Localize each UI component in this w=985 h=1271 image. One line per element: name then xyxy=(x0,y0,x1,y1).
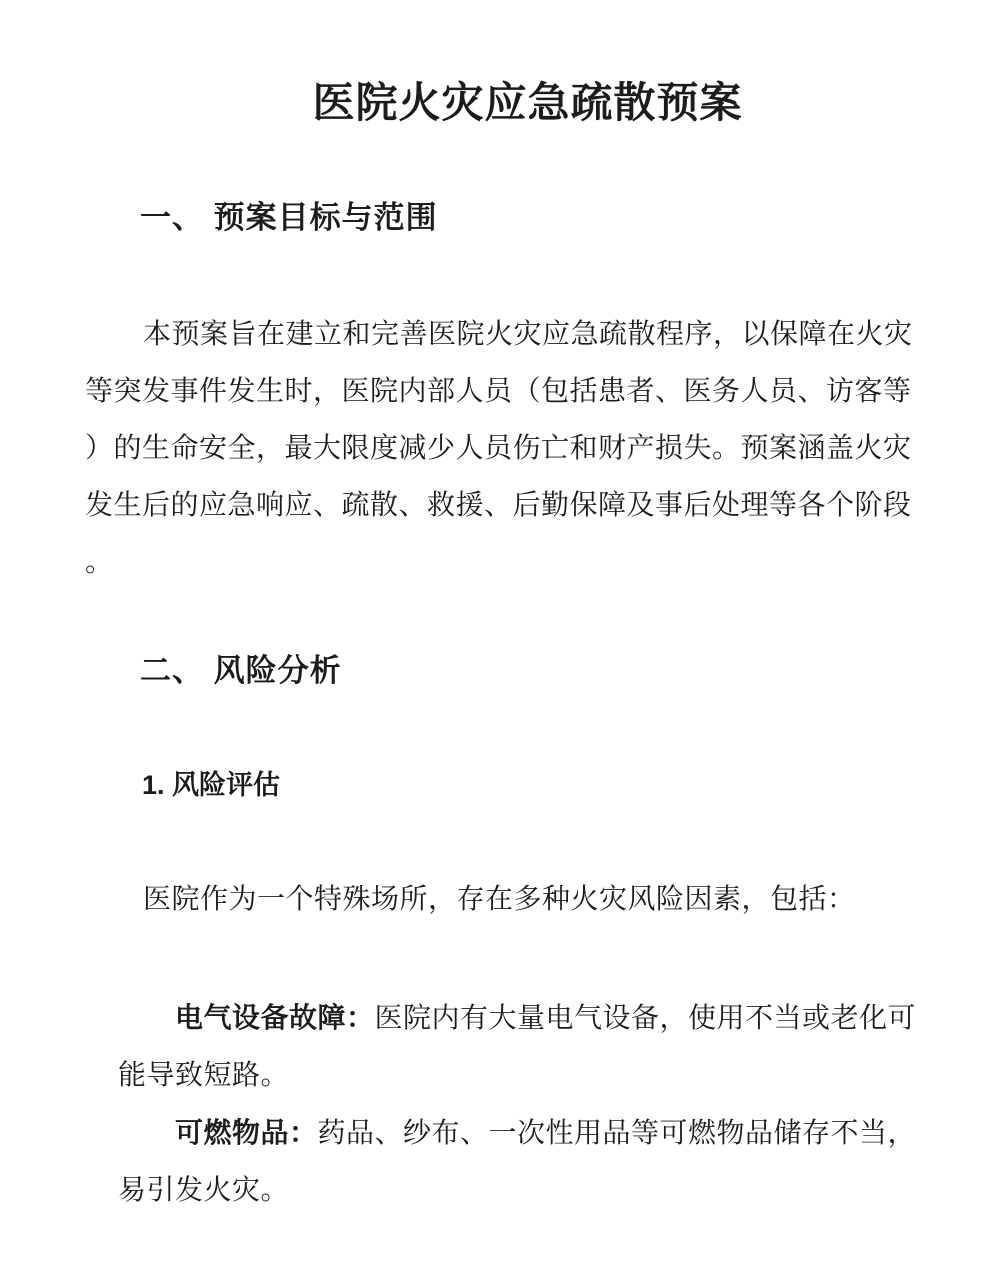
paragraph-line-2: 等突发事件发生时，医院内部人员（包括患者、医务人员、访客等 xyxy=(85,376,912,407)
risk-item-text: 药品、纱布、一次性用品等可燃物品储存不当， xyxy=(317,1118,917,1149)
paragraph-line-4: 发生后的应急响应、疏散、救援、后勤保障及事后处理等各个阶段 xyxy=(85,490,912,521)
risk-intro-line: 医院作为一个特殊场所，存在多种火灾风险因素，包括： xyxy=(143,884,856,915)
section-1-paragraph xyxy=(0,306,985,591)
section-1-heading: 一、 预案目标与范围 xyxy=(140,200,438,235)
risk-assessment-subheading: 1. 风险评估 xyxy=(142,770,281,800)
paragraph-line-5: 。 xyxy=(85,547,114,578)
risk-list xyxy=(0,989,985,1219)
section-2-heading: 二、 风险分析 xyxy=(140,653,342,688)
risk-item-first-line xyxy=(175,989,985,1047)
risk-item-electrical-fault xyxy=(0,989,985,1104)
paragraph-line-3: ）的生命安全，最大限度减少人员伤亡和财产损失。预案涵盖火灾 xyxy=(85,433,912,464)
risk-item-continuation-line: 易引发火灾。 xyxy=(118,1175,290,1206)
risk-item-first-line xyxy=(175,1104,985,1162)
risk-item-label: 可燃物品： xyxy=(175,1117,318,1148)
document-title: 医院火灾应急疏散预案 xyxy=(312,79,743,126)
risk-item-flammable-materials xyxy=(0,1104,985,1219)
risk-item-text: 医院内有大量电气设备，使用不当或老化可 xyxy=(374,1003,917,1034)
risk-item-continuation-line: 能导致短路。 xyxy=(118,1060,290,1091)
paragraph-line-1: 本预案旨在建立和完善医院火灾应急疏散程序，以保障在火灾 xyxy=(143,319,913,350)
risk-item-label: 电气设备故障： xyxy=(175,1002,375,1033)
